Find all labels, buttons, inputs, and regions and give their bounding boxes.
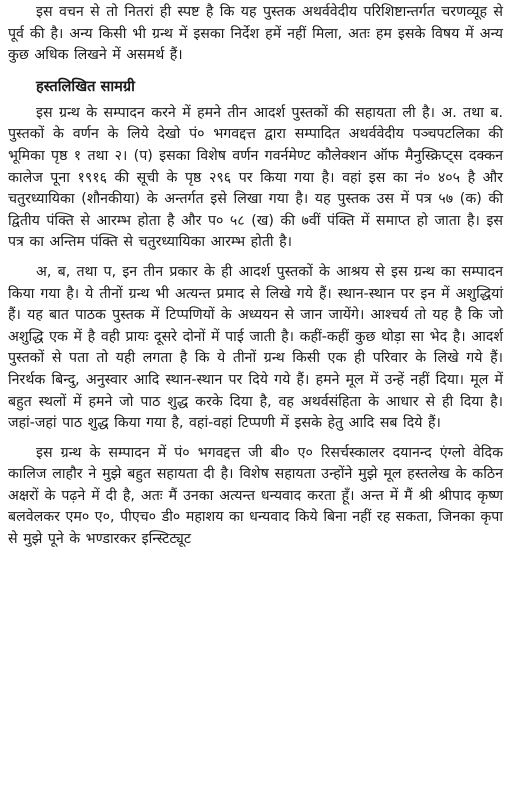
acknowledgement-paragraph: इस ग्रन्थ के सम्पादन में पं० भगवद्दत्त जी बी० ए० रिसर्चस्कालर दयानन्द एंग्लो वेदिक कालिज लाहौर ने मुझे बहुत सहायता दी है। विशेष सहायता उन्होंने मुझे मूल हस्तलेख के कठिन अक्षरों के पढ़ने में दी है, अतः मैं उनका अत्यन्त धन्यवाद करता हूँ। अन्त में मैं श्री श्रीपाद कृष्ण बलवेलकर एम० ए०, पीएच० डी० महाशय का धन्यवाद किये बिना नहीं रह सकता, जिनका कृपा से मुझे पूने के भण्डारकर इन्स्टिट्यूट xyxy=(8,444,503,548)
intro-paragraph: इस वचन से तो नितरां ही स्पष्ट है कि यह पुस्तक अथर्ववेदीय परिशिष्टान्तर्गत चरणव्यूह से पूर्व की है। अन्य किसी भी ग्रन्थ में इसका निर्देश हमें नहीं मिला, अतः हम इसके विषय में अन्य कुछ अधिक लिखने में असमर्थ हैं। xyxy=(8,4,503,64)
section-heading-manuscripts: हस्तलिखित सामग्री xyxy=(36,77,135,95)
manuscripts-paragraph: इस ग्रन्थ के सम्पादन करने में हमने तीन आदर्श पुस्तकों की सहायता ली है। अ. तथा ब. पुस्तकों के वर्णन के लिये देखो पं० भगवद्दत्त द्वारा सम्पादित अथर्ववेदीय पञ्चपटलिका की भूमिका पृष्ठ १ तथा २। (प) इसका विशेष वर्णन गवर्नमेण्ट कौलेक्शन ऑफ मैनुस्क्रिप्ट्स दक्कन कालेज पूना १९१६ की सूची के पृष्ठ २९६ पर किया गया है। वहां इस का नं० ४०५ है और चतुरध्यायिका (शौनकीया) के अन्तर्गत इसे लिखा गया है। यह पुस्तक उस में पत्र ५७ (क) की द्वितीय पंक्ति से आरम्भ होता है और प० ५८ (ख) की ७वीं पंक्ति में समाप्त हो जाता है। इस पत्र का अन्तिम पंक्ति से चतुरध्यायिका आरम्भ होती है। xyxy=(8,104,503,251)
editing-paragraph: अ, ब, तथा प, इन तीन प्रकार के ही आदर्श पुस्तकों के आश्रय से इस ग्रन्थ का सम्पादन किया गया है। ये तीनों ग्रन्थ भी अत्यन्त प्रमाद से लिखे गये हैं। स्थान-स्थान पर इन में अशुद्धियां हैं। यह बात पाठक पुस्तक में टिप्पणियों के अध्ययन से जान जायेंगे। आश्चर्य तो यह है कि जो अशुद्धि एक में है वही प्रायः दूसरे दोनों में पाई जाती है। कहीं-कहीं कुछ थोड़ा सा भेद है। आदर्श पुस्तकों से पता तो यही लगता है कि ये तीनों ग्रन्थ किसी एक ही परिवार के लिखे गये हैं। निरर्थक बिन्दु, अनुस्वार आदि स्थान-स्थान पर दिये गये हैं। हमने मूल में उन्हें नहीं दिया। मूल में बहुत स्थलों में हमने जो पाठ शुद्ध करके दिया है, वह अथर्वसंहिता के आधार से ही दिया है। जहां-जहां पाठ शुद्ध किया गया है, वहां-वहां टिप्पणी में इसके हेतु आदि सब दिये हैं। xyxy=(8,263,503,432)
